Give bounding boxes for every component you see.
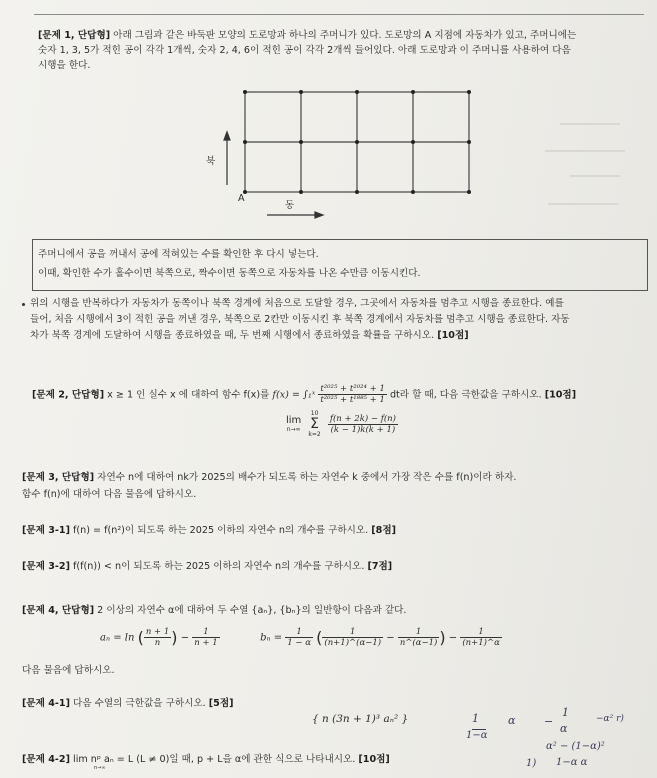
p3-q1 [22,524,396,538]
hw-7: α² − (1−α)² [546,741,605,752]
p4-b-paren-open: ( [316,628,323,647]
p4-b-frac1 [285,627,313,648]
p1-line3: 시행을 한다. [38,60,91,71]
p1-line2: 숫자 1, 3, 5가 적힌 공이 각각 1개씩, 숫자 2, 4, 6이 적힌 공이 각각 2개씩 들어있다. 아래 도로망과 이 주머니를 사용하여 다음 [38,45,571,56]
north-arrow [224,132,230,185]
p3-line1-text: 자연수 n에 대하여 nk가 2025의 배수가 되도록 하는 자연수 k 중에서 가장 작은 수를 f(n)이라 하자. [97,472,517,483]
p1-line1 [38,29,576,43]
box-line2: 이때, 확인한 수가 홀수이면 북쪽으로, 짝수이면 동쪽으로 자동차를 나온 수만큼 이동시킨다. [38,268,421,279]
p4-line1-text: 2 이상의 자연수 α에 대하여 두 수열 {aₙ}, {bₙ}의 일반항이 다음과 같다. [97,605,407,616]
p3-q1-text: f(n) = f(n²)이 되도록 하는 2025 이하의 자연수 n의 개수를 구하시오. [73,525,369,536]
p4-q1-label: [문제 4-1] [22,698,70,709]
hw-3: − [544,715,554,728]
p4-b-num3: 1 [398,627,440,638]
p2-integrand [318,384,387,405]
p2-text-a: x ≥ 1 인 실수 x 에 대하여 함수 f(x)를 [107,389,270,401]
p1-para3-text: 차가 북쪽 경계에 도달하여 시행을 종료하였을 때, 두 번째 시행에서 종료하였을 확률을 구하시오. [30,330,435,341]
show-through-2 [545,150,625,152]
p4-q1 [22,697,234,711]
north-label: 북 [206,156,216,167]
p4-title: [문제 4, 단답형] [22,605,95,616]
hw-4: 1 [562,706,569,719]
p2-score: [10점] [544,389,577,401]
p2-sum-frac [328,414,398,435]
p2-sum-num: f(n + 2k) − f(n) [329,413,396,424]
p3-q2-label: [문제 3-2] [22,561,70,572]
p2-lim: lim [286,415,302,426]
p4-a-minus: − [180,632,190,644]
east-label: 동 [285,200,295,211]
hw-8: 1−α α [556,757,588,768]
p2-formula: f(x) = ∫₁ˣ [272,389,316,401]
p4-q2-label: [문제 4-2] [22,754,70,765]
p3-q2 [22,560,392,574]
road-grid-figure [205,80,475,230]
p2-line [32,384,576,406]
p3-line1 [22,471,516,485]
p2-sigma-top: 10 [310,410,319,417]
p1-para3 [30,329,469,343]
p4-a-num2: 1 [192,627,219,638]
p4-line2: 다음 물음에 답하시오. [22,665,115,676]
p4-q2 [22,753,390,767]
p4-b-frac3 [398,627,440,648]
p4-b-paren-close: ) [439,628,446,647]
show-through-4 [548,203,618,205]
p4-q2-text: lim nᵖ aₙ = L (L ≠ 0)일 때, p + L을 α에 관한 식으로 나타내시오. [73,754,356,765]
p4-sequence-defs: aₙ = ln ( $\frac{n + 1}{n}$ ) − $\frac{1}{n + 1}$ bₙ = $\frac{1}{1 - \alpha}$ ( $\frac{1}{(n+1)\^{}(\alpha-1)}$ − $\frac{1}{n\^{}(\alpha-1)}$ ) − $\frac{1}{(n+1)\^{}\alpha}$ [100,627,500,648]
hw-9: 1) [526,758,537,769]
p3-line2: 함수 f(n)에 대하여 다음 물음에 답하시오. [22,489,197,500]
p4-b-den3: n^(α−1) [399,638,438,648]
p4-a-den2: n + 1 [194,638,218,648]
p4-b-frac2 [322,627,383,648]
hw-6: α [560,722,568,735]
p4-q2-sub: n→∞ [94,765,106,771]
p4-line1 [22,604,406,618]
p1-line1-text: 아래 그림과 같은 바둑판 모양의 도로망과 하나의 주머니가 있다. 도로망의 A 지점에 자동차가 있고, 주머니에는 [113,30,577,41]
hw-2: α [508,714,516,727]
hw-1: 1 [472,712,479,725]
p3-title: [문제 3, 단답형] [22,472,95,483]
p4-b-den2: (n+1)^(α−1) [324,638,382,648]
p2-limit-expr [286,410,398,438]
p4-b-frac4 [460,627,502,648]
p4-q1-text: 다음 수열의 극한값을 구하시오. [73,698,206,709]
p2-lim-sub: n→∞ [286,426,301,433]
east-arrow [267,212,323,218]
p2-sigma: Σ [310,416,319,432]
p2-lim-block [286,415,301,433]
p4-q1-score: [5점] [208,698,234,709]
p4-a-frac1 [144,627,171,648]
p4-q2-score: [10점] [358,754,390,765]
hw-5: 1−α [466,730,488,741]
p3-q2-text: f(f(n)) < n이 되도록 하는 2025 이하의 자연수 n의 개수를 구하시오. [73,561,365,572]
p4-a-def: aₙ = ln [100,632,135,644]
p1-para2: 들어, 처음 시행에서 3이 적힌 공을 꺼낸 경우, 북쪽으로 2칸만 이동시킨 후 북쪽 경계에서 자동차를 멈추고 시행을 종료한다. 자동 [30,314,570,325]
p4-b-def: bₙ = [260,632,283,644]
p4-b-den4: (n+1)^α [462,638,500,648]
point-a-label: A [238,193,245,204]
p2-int-den: t²⁰²⁵ + t¹⁸⁸⁵ + 1 [320,395,385,405]
p2-text-b: dt라 할 때, 다음 극한값을 구하시오. [389,389,542,401]
p2-title: [문제 2, 단답형] [32,389,105,401]
p4-a-frac2 [192,627,219,648]
p4-q1-expr: { n (3n + 1)³ aₙ² } [312,713,409,725]
p1-title: [문제 1, 단답형] [38,30,111,41]
p4-b-num4: 1 [460,627,502,638]
box-line1: 주머니에서 공을 꺼내서 공에 적혀있는 수를 확인한 후 다시 넣는다. [38,249,319,260]
show-through-3 [570,175,620,177]
p4-b-num2: 1 [322,627,383,638]
show-through-1 [560,123,620,125]
p4-a-den: n [154,638,161,648]
p1-para1: 위의 시행을 반복하다가 자동차가 동쪽이나 북쪽 경계에 처음으로 도달할 경우, 그곳에서 자동차를 멈추고 시행을 종료한다. 예를 [30,298,564,309]
hw-10: −α² r) [596,714,624,724]
p4-b-num: 1 [285,627,313,638]
p2-sigma-bot: k=2 [308,431,321,438]
p2-sum-den: (k − 1)k(k + 1) [330,424,396,435]
rule-box [32,239,648,291]
p2-int-num: t²⁰²⁵ + t²⁰²⁴ + 1 [320,384,385,394]
bullet-dot [22,303,25,306]
p4-a-num: n + 1 [145,627,170,637]
top-rule [34,14,644,15]
p4-b-den: 1 − α [287,638,311,648]
p1-score: [10점] [437,330,469,341]
p4-a-paren-close: ) [171,628,178,647]
p3-q1-label: [문제 3-1] [22,525,70,536]
p2-sigma-block [308,410,320,438]
p3-q2-score: [7점] [367,561,393,572]
p4-a-paren-open: ( [137,628,144,647]
p3-q1-score: [8점] [371,525,396,536]
